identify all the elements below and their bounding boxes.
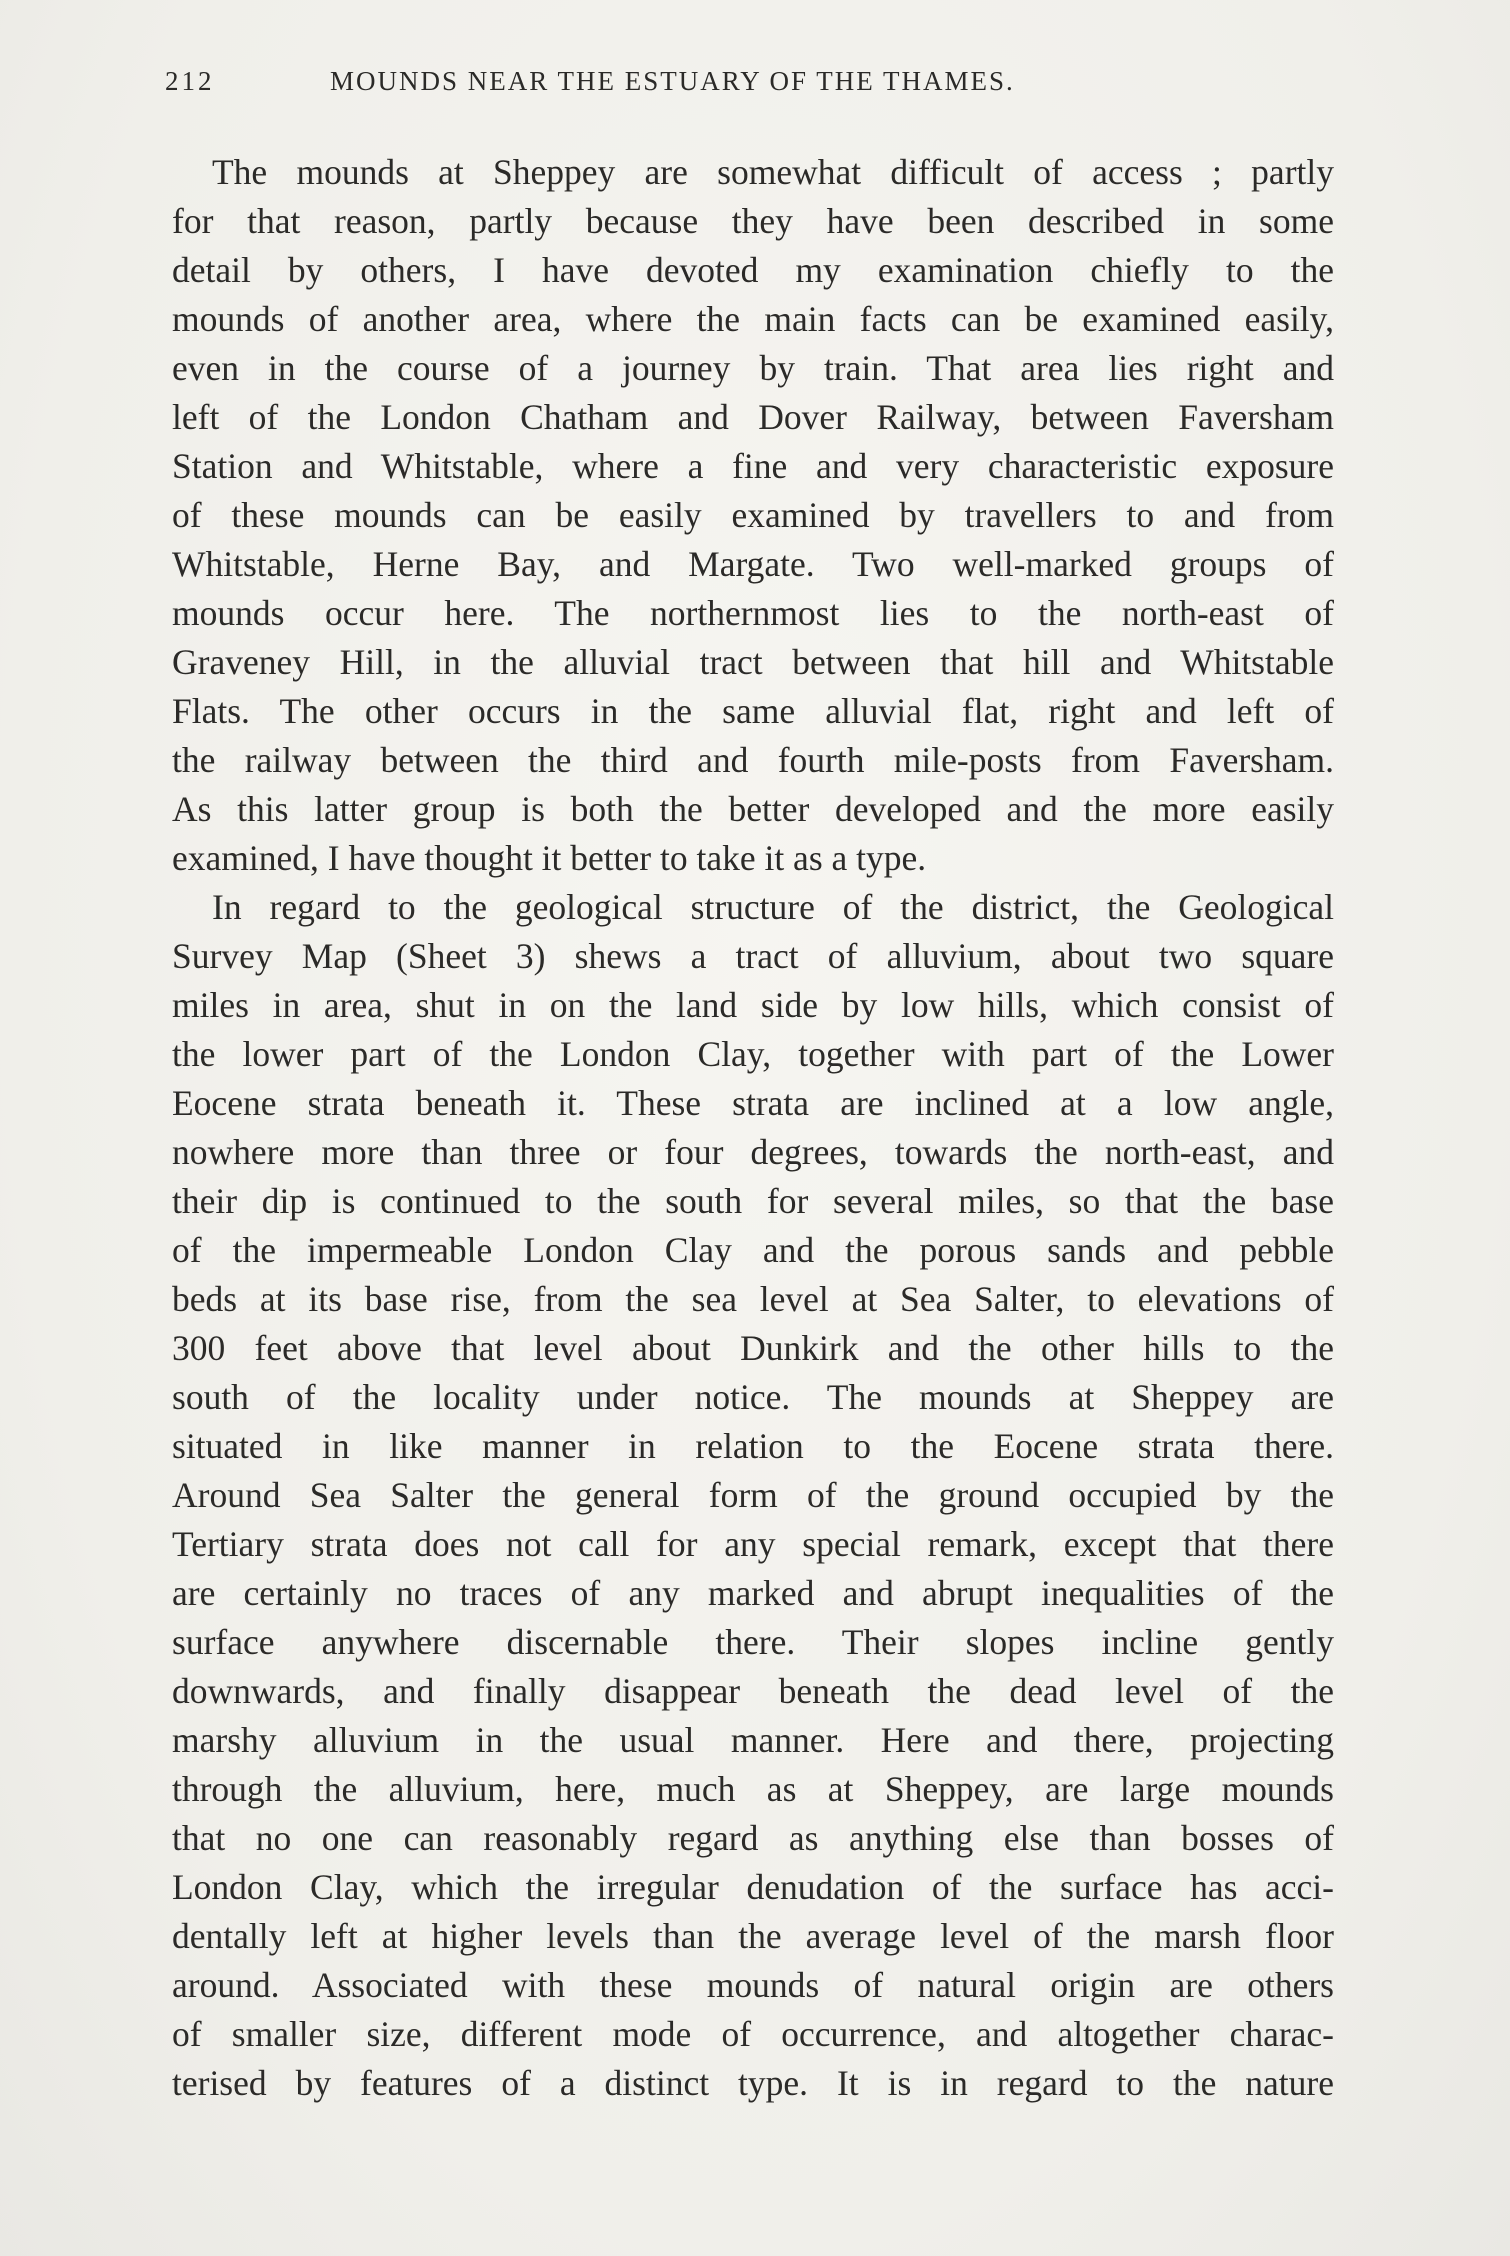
text-line: through the alluvium, here, much as at Sheppey, are large mounds xyxy=(172,1769,1334,1809)
text-line: dentally left at higher levels than the average level of the marsh floor xyxy=(172,1916,1334,1956)
text-line: for that reason, partly because they have been described in some xyxy=(172,201,1334,241)
text-line: Tertiary strata does not call for any special remark, except that there xyxy=(172,1524,1334,1564)
text-line: nowhere more than three or four degrees, towards the north-east, and xyxy=(172,1132,1334,1172)
text-line: mounds of another area, where the main facts can be examined easily, xyxy=(172,299,1334,339)
text-line: marshy alluvium in the usual manner. Here and there, projecting xyxy=(172,1720,1334,1760)
text-line: left of the London Chatham and Dover Railway, between Faversham xyxy=(172,397,1334,437)
text-line: the railway between the third and fourth mile-posts from Faversham. xyxy=(172,740,1334,780)
text-line: terised by features of a distinct type. It is in regard to the nature xyxy=(172,2063,1334,2103)
text-line: south of the locality under notice. The mounds at Sheppey are xyxy=(172,1377,1334,1417)
text-line: Whitstable, Herne Bay, and Margate. Two well-marked groups of xyxy=(172,544,1334,584)
text-line: even in the course of a journey by train. That area lies right and xyxy=(172,348,1334,388)
text-line: of these mounds can be easily examined by travellers to and from xyxy=(172,495,1334,535)
running-title: MOUNDS NEAR THE ESTUARY OF THE THAMES. xyxy=(330,66,1015,96)
text-line: surface anywhere discernable there. Their slopes incline gently xyxy=(172,1622,1334,1662)
text-line: are certainly no traces of any marked and abrupt inequalities of the xyxy=(172,1573,1334,1613)
text-line: of smaller size, different mode of occurrence, and altogether charac- xyxy=(172,2014,1334,2054)
running-head xyxy=(165,66,1335,106)
paragraph-2 xyxy=(172,883,1334,2108)
text-line: detail by others, I have devoted my examination chiefly to the xyxy=(172,250,1334,290)
text-line: Eocene strata beneath it. These strata are inclined at a low angle, xyxy=(172,1083,1334,1123)
text-line: Around Sea Salter the general form of the ground occupied by the xyxy=(172,1475,1334,1515)
body-text xyxy=(172,148,1334,2108)
text-line: Survey Map (Sheet 3) shews a tract of alluvium, about two square xyxy=(172,936,1334,976)
text-line: The mounds at Sheppey are somewhat difficult of access ; partly xyxy=(212,152,1334,192)
text-line: downwards, and finally disappear beneath the dead level of the xyxy=(172,1671,1334,1711)
text-line: around. Associated with these mounds of natural origin are others xyxy=(172,1965,1334,2005)
text-line: Graveney Hill, in the alluvial tract between that hill and Whitstable xyxy=(172,642,1334,682)
text-line: As this latter group is both the better developed and the more easily xyxy=(172,789,1334,829)
page-number: 212 xyxy=(165,66,215,96)
text-line: London Clay, which the irregular denudation of the surface has acci- xyxy=(172,1867,1334,1907)
text-line: beds at its base rise, from the sea level at Sea Salter, to elevations of xyxy=(172,1279,1334,1319)
text-line: situated in like manner in relation to the Eocene strata there. xyxy=(172,1426,1334,1466)
text-line: of the impermeable London Clay and the porous sands and pebble xyxy=(172,1230,1334,1270)
text-line: 300 feet above that level about Dunkirk and the other hills to the xyxy=(172,1328,1334,1368)
text-line: In regard to the geological structure of the district, the Geological xyxy=(212,887,1334,927)
text-line: that no one can reasonably regard as anything else than bosses of xyxy=(172,1818,1334,1858)
text-line: the lower part of the London Clay, together with part of the Lower xyxy=(172,1034,1334,1074)
paragraph-1 xyxy=(172,148,1334,883)
text-line: Station and Whitstable, where a fine and very characteristic exposure xyxy=(172,446,1334,486)
text-line: mounds occur here. The northernmost lies to the north-east of xyxy=(172,593,1334,633)
text-line: Flats. The other occurs in the same alluvial flat, right and left of xyxy=(172,691,1334,731)
text-line: examined, I have thought it better to take it as a type. xyxy=(172,838,927,878)
text-line: their dip is continued to the south for several miles, so that the base xyxy=(172,1181,1334,1221)
text-line: miles in area, shut in on the land side by low hills, which consist of xyxy=(172,985,1334,1025)
